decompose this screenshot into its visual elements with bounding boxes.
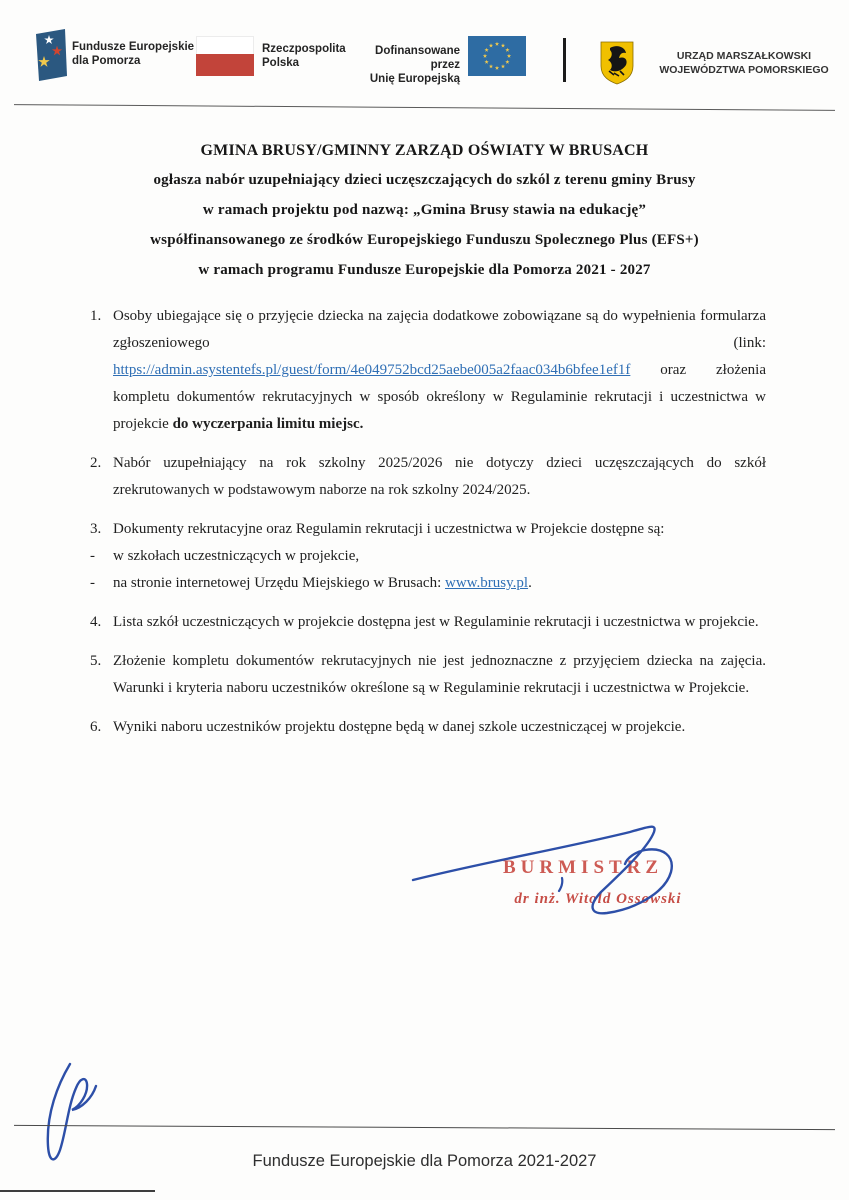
list-subitem [90,543,766,570]
title-line: ogłasza nabór uzupełniający dzieci uczęszczających do szkól z terenu gminy Brusy [153,172,696,188]
poland-logo-label [262,42,346,70]
eu-flag-icon [468,36,526,76]
list-subitem [90,570,766,597]
list-item [90,303,766,438]
eu-funds-logo-line1: Fundusze Europejskie [72,41,195,53]
eu-funds-logo-label [72,40,194,68]
marshal-office-line1: URZĄD MARSZAŁKOWSKI [676,50,812,62]
title-line: w ramach projektu pod nazwą: „Gmina Brusy stawia na edukację” [202,202,647,218]
list-item [90,714,766,741]
title-line: GMINA BRUSY/GMINNY ZARZĄD OŚWIATY W BRUSACH [200,142,649,159]
mayor-stamp-title: BURMISTRZ [503,857,664,878]
eu-funds-flag-icon [33,28,69,82]
list-subitem-text: w szkołach uczestniczących w projekcie, [113,548,360,564]
poland-flag-icon [196,36,254,76]
list-item-number: 1. [90,308,102,324]
list-item-number: 4. [90,614,102,630]
list-item-text: Nabór uzupełniający na rok szkolny 2025/2026 nie dotyczy dzieci uczęszczających do szkół zrekrutowanych w podstawowym naborze na rok szkolny 2024/2025. [113,455,766,498]
list-item-number: 5. [90,653,102,669]
poland-logo-line1: Rzeczpospolita [262,43,346,55]
marshal-office-line2: WOJEWÓDZTWA POMORSKIEGO [659,63,829,76]
eu-cofunded-label [352,44,460,86]
header-logos [0,0,849,105]
document-title [55,142,794,292]
list-item [90,450,766,504]
list-subitem-dash: - [90,548,95,564]
eu-cofunded-line1: Dofinansowane przez [375,45,460,71]
list-item [90,648,766,702]
list-item [90,516,766,543]
title-line: współfinansowanego ze środków Europejskiego Funduszu Spolecznego Plus (EFS+) [150,232,699,248]
footer-program-name: Fundusze Europejskie dla Pomorza 2021-2027 [252,1152,597,1170]
list-item-text: oraz złożenia kompletu dokumentów rekrutacyjnych w sposób określony w Regulaminie rekrutacji i uczestnictwa w projekcie [113,362,766,432]
list-item-number: 2. [90,455,102,471]
eu-funds-logo-line2: dla Pomorza [72,55,141,67]
list-item-text: Wyniki naboru uczestników projektu dostępne będą w danej szkole uczestniczącej w projekcie. [113,719,686,735]
marshal-office-label [646,50,842,77]
title-line: w ramach programu Fundusze Europejskie dla Pomorza 2021 - 2027 [198,262,651,278]
list-item-text: Lista szkół uczestniczących w projekcie dostępna jest w Regulaminie rekrutacji i uczestnictwa w projekcie. [113,614,759,630]
registration-form-link[interactable]: https://admin.asystentefs.pl/guest/form/4e049752bcd25aebe005a2faac034b6bfee1ef1f [113,362,631,378]
brusy-website-link[interactable]: www.brusy.pl [445,575,529,591]
bottom-edge-line [0,1190,155,1192]
list-subitem-text: . [528,575,532,591]
list-item-text: Dokumenty rekrutacyjne oraz Regulamin rekrutacji i uczestnictwa w Projekcie dostępne są: [113,521,665,537]
griffin-shield-icon [598,40,636,86]
list-item-text: Osoby ubiegające się o przyjęcie dziecka na zajęcia dodatkowe zobowiązane są do wypełnienia formularza zgłoszeniowego (link: [113,308,766,351]
list-item [90,609,766,636]
list-subitem-dash: - [90,575,95,591]
pen-signature [405,816,725,926]
list-item-text: Złożenie kompletu dokumentów rekrutacyjnych nie jest jednoznaczne z przyjęciem dziecka na zajęcia. Warunki i kryteria naboru uczestników określone są w Regulaminie rekrutacji i uczestnictwa w Projekcie. [113,653,766,696]
eu-cofunded-line2: Unię Europejską [369,73,460,85]
list-item-number: 6. [90,719,102,735]
header-divider-line [14,104,835,111]
list-item-bold-text: do wyczerpania limitu miejsc. [172,416,364,432]
mayor-stamp-name: dr inż. Witold Ossowski [514,891,682,907]
footer-divider-line [14,1125,835,1130]
logo-divider [563,38,566,82]
announcement-list [90,303,766,753]
list-subitem-text: na stronie internetowej Urzędu Miejskiego w Brusach: [113,575,445,591]
poland-logo-line2: Polska [262,57,300,69]
list-item-number: 3. [90,521,102,537]
